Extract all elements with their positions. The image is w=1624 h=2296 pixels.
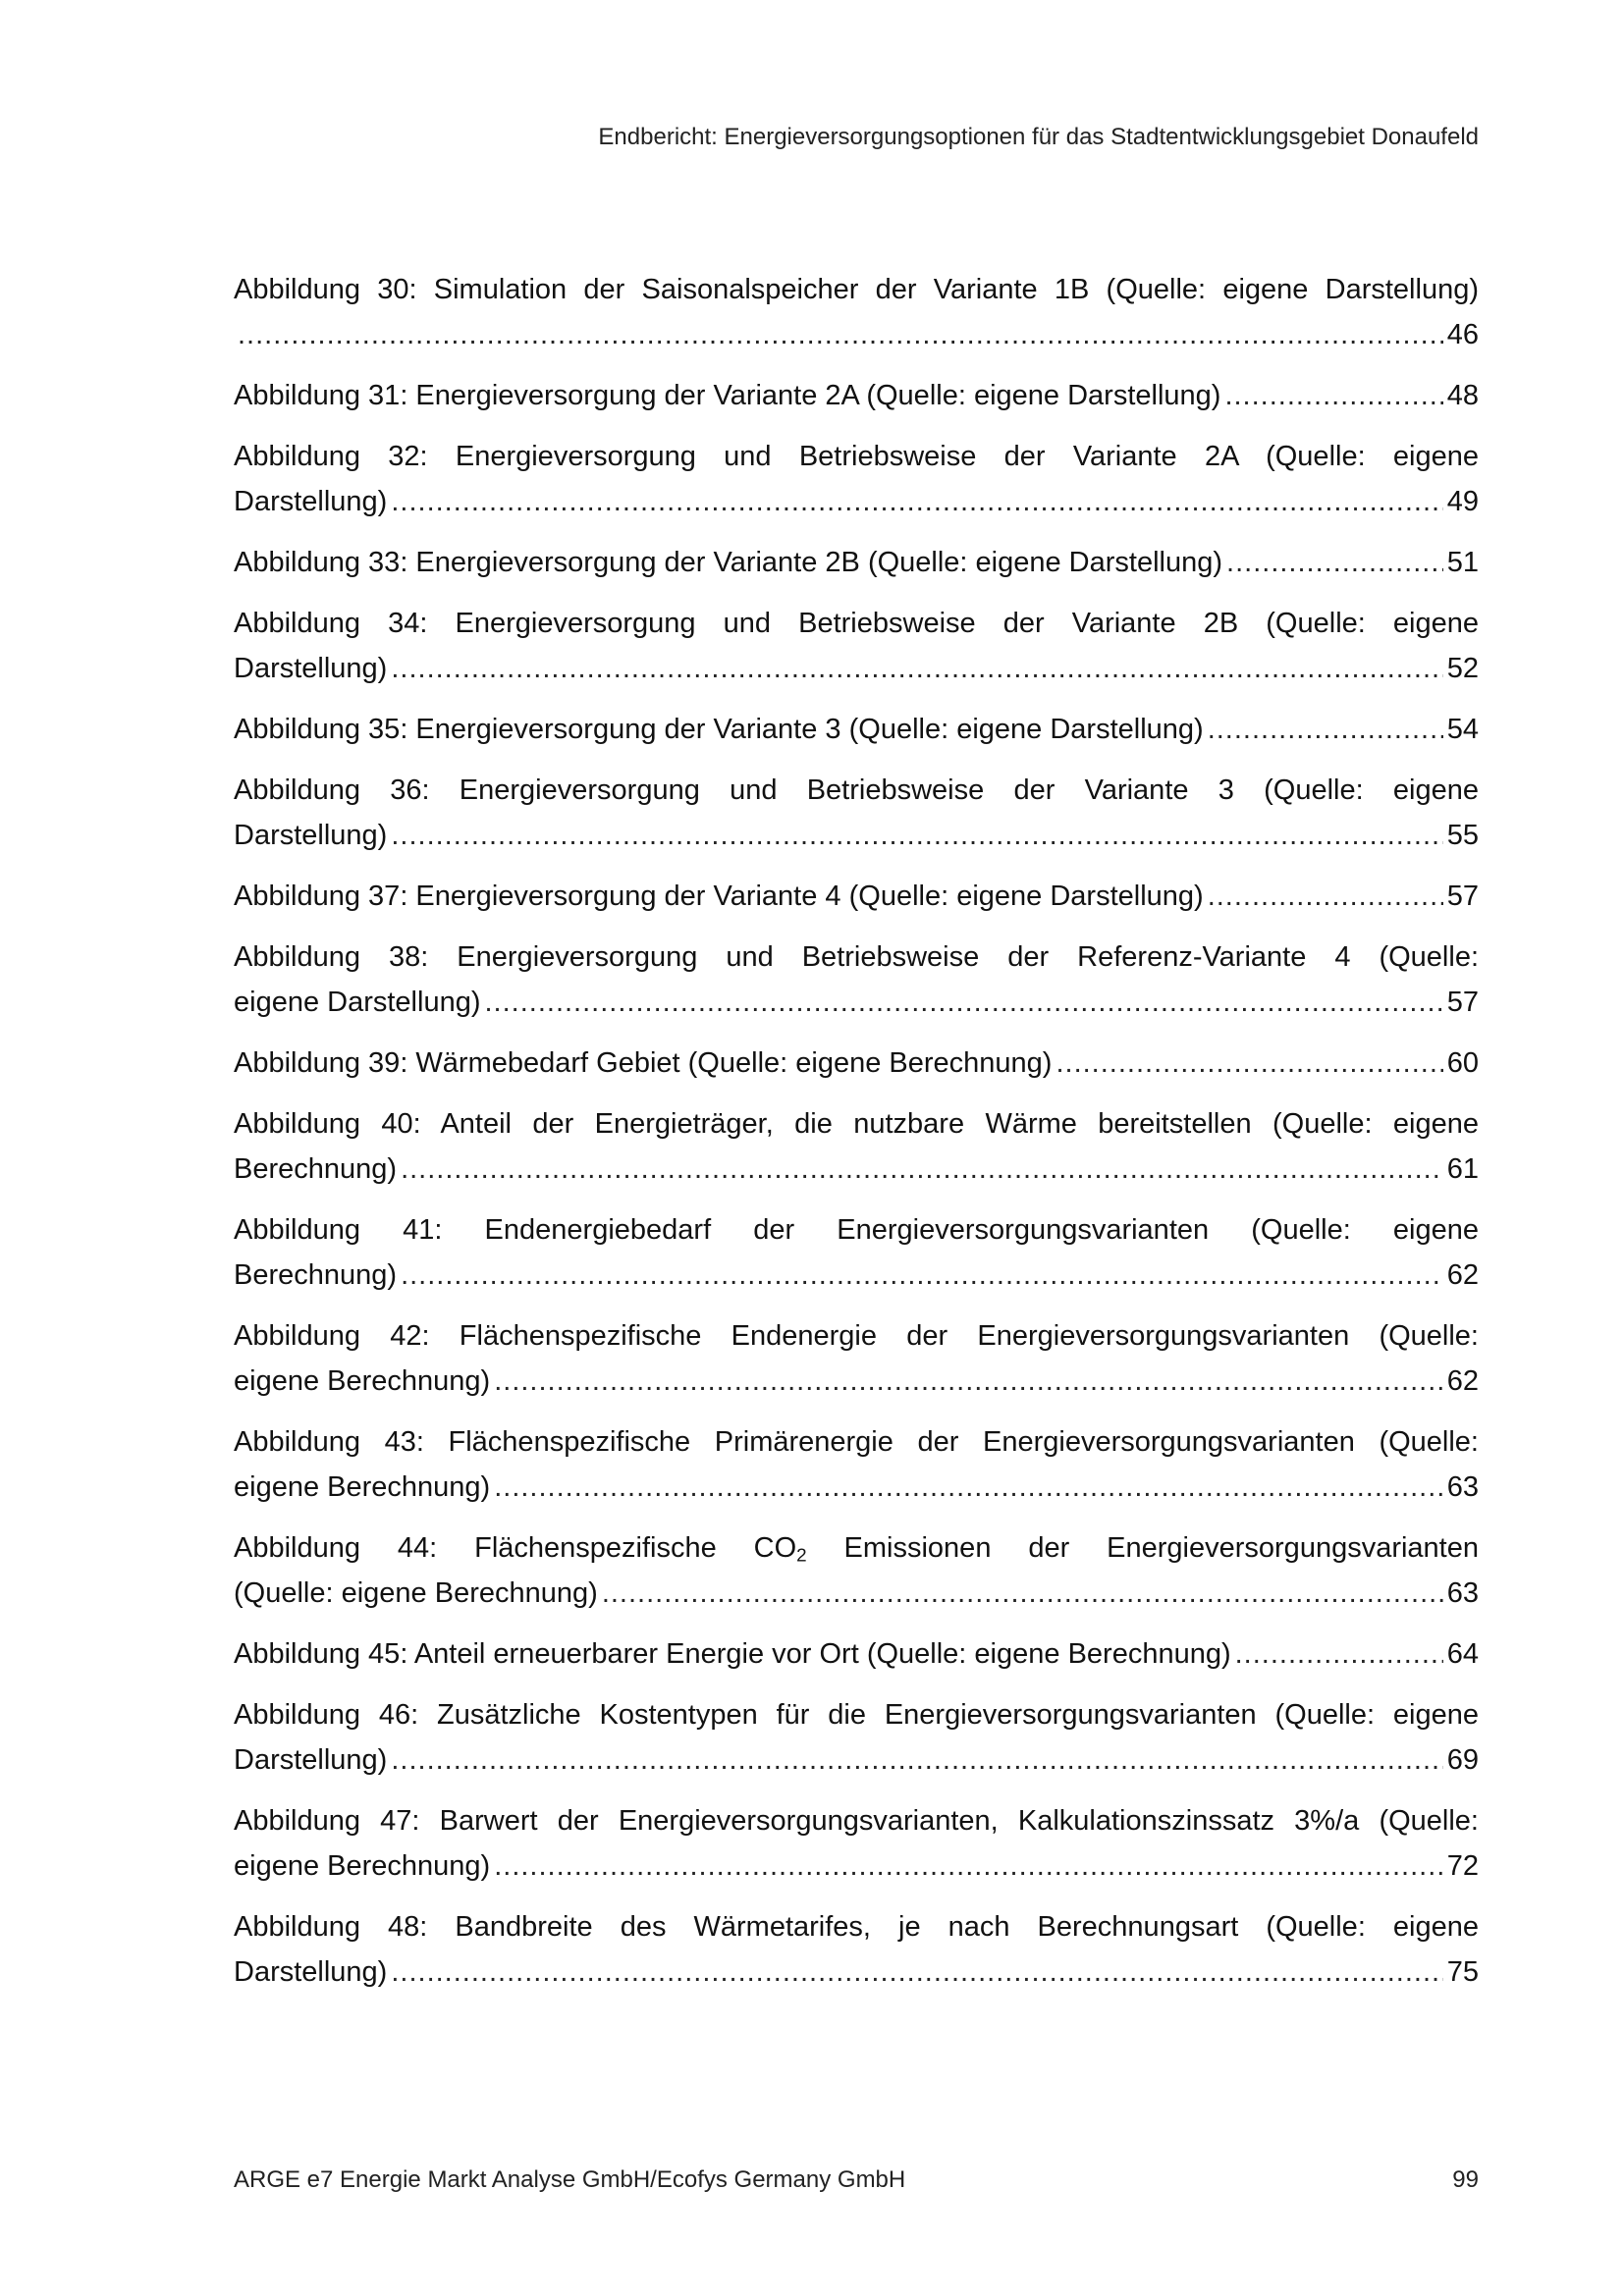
toc-entry-title-text: eigene Berechnung)	[234, 1471, 491, 1503]
toc-entry-title-line: Abbildung 30: Simulation der Saisonalspeicher der Variante 1B (Quelle: eigene Darstellung)	[234, 274, 1479, 305]
toc-entry-last-line	[234, 373, 1479, 418]
toc-entry-title-line: Abbildung 40: Anteil der Energieträger, die nutzbare Wärme bereitstellen (Quelle: eigene	[234, 1108, 1479, 1140]
toc-entry[interactable]	[234, 1798, 1479, 1889]
dot-leader	[1208, 707, 1443, 752]
toc-entry[interactable]	[234, 601, 1479, 691]
toc-entry[interactable]	[234, 1904, 1479, 1995]
figure-list	[234, 267, 1479, 2010]
subscript: 2	[796, 1544, 807, 1566]
toc-entry-title-text: (Quelle: eigene Berechnung)	[234, 1577, 598, 1609]
dot-leader	[391, 813, 1442, 858]
toc-entry-title-text: Berechnung)	[234, 1259, 398, 1291]
toc-entry-title-line: Abbildung 43: Flächenspezifische Primärenergie der Energieversorgungsvarianten (Quelle:	[234, 1426, 1479, 1458]
toc-entry-page: 60	[1446, 1047, 1479, 1079]
toc-entry[interactable]	[234, 707, 1479, 752]
toc-entry-title-text: Darstellung)	[234, 653, 388, 684]
toc-entry-title-part: Abbildung 44: Flächenspezifische CO	[234, 1532, 797, 1564]
dot-leader	[494, 1465, 1443, 1510]
dot-leader	[401, 1147, 1443, 1192]
toc-entry-title-text: Abbildung 39: Wärmebedarf Gebiet (Quelle: eigene Berechnung)	[234, 1047, 1053, 1079]
running-header: Endbericht: Energieversorgungsoptionen für das Stadtentwicklungsgebiet Donaufeld	[598, 124, 1479, 150]
dot-leader	[391, 646, 1442, 691]
toc-entry-page: 51	[1446, 547, 1479, 578]
toc-entry-last-line	[234, 874, 1479, 919]
toc-entry[interactable]	[234, 1525, 1479, 1616]
toc-entry[interactable]	[234, 1419, 1479, 1510]
toc-entry-page: 69	[1446, 1744, 1479, 1776]
toc-entry[interactable]	[234, 540, 1479, 585]
page-number: 99	[1452, 2166, 1479, 2193]
toc-entry-title-line: Abbildung 34: Energieversorgung und Betriebsweise der Variante 2B (Quelle: eigene	[234, 608, 1479, 639]
toc-entry-title-text: Abbildung 31: Energieversorgung der Variante 2A (Quelle: eigene Darstellung)	[234, 380, 1221, 411]
dot-leader	[401, 1253, 1443, 1298]
toc-entry-page: 52	[1446, 653, 1479, 684]
toc-entry-page: 61	[1446, 1153, 1479, 1185]
toc-entry-page: 75	[1446, 1956, 1479, 1988]
toc-entry-title-text: Darstellung)	[234, 486, 388, 517]
dot-leader	[238, 312, 1443, 357]
toc-entry[interactable]	[234, 934, 1479, 1025]
toc-entry-page: 48	[1446, 380, 1479, 411]
toc-entry-last-line	[234, 1147, 1479, 1192]
dot-leader	[1056, 1041, 1442, 1086]
toc-entry-last-line	[234, 540, 1479, 585]
toc-entry-page: 54	[1446, 714, 1479, 745]
toc-entry[interactable]	[234, 434, 1479, 524]
toc-entry-page: 46	[1446, 319, 1479, 350]
toc-entry-last-line	[234, 707, 1479, 752]
toc-entry[interactable]	[234, 768, 1479, 858]
dot-leader	[391, 1949, 1442, 1995]
toc-entry-page: 63	[1446, 1577, 1479, 1609]
toc-entry-title-line: Abbildung 36: Energieversorgung und Betriebsweise der Variante 3 (Quelle: eigene	[234, 774, 1479, 806]
toc-entry-last-line	[234, 1737, 1479, 1783]
toc-entry-last-line	[234, 1571, 1479, 1616]
toc-entry-title-line: Abbildung 41: Endenergiebedarf der Energieversorgungsvarianten (Quelle: eigene	[234, 1214, 1479, 1246]
toc-entry[interactable]	[234, 1101, 1479, 1192]
toc-entry-last-line	[234, 312, 1479, 357]
toc-entry[interactable]	[234, 1313, 1479, 1404]
toc-entry-page: 64	[1446, 1638, 1479, 1670]
toc-entry[interactable]	[234, 373, 1479, 418]
dot-leader	[484, 980, 1442, 1025]
toc-entry-page: 57	[1446, 881, 1479, 912]
toc-entry-last-line	[234, 980, 1479, 1025]
dot-leader	[1235, 1631, 1443, 1677]
toc-entry-last-line	[234, 1359, 1479, 1404]
toc-entry-page: 49	[1446, 486, 1479, 517]
toc-entry-last-line	[234, 1949, 1479, 1995]
toc-entry-page: 63	[1446, 1471, 1479, 1503]
toc-entry-title-text: Abbildung 37: Energieversorgung der Variante 4 (Quelle: eigene Darstellung)	[234, 881, 1204, 912]
toc-entry-page: 62	[1446, 1365, 1479, 1397]
toc-entry-last-line	[234, 1843, 1479, 1889]
toc-entry-last-line	[234, 1041, 1479, 1086]
toc-entry-title-text: eigene Darstellung)	[234, 987, 481, 1018]
dot-leader	[1208, 874, 1443, 919]
toc-entry-title-part: Emissionen der Energieversorgungsvarianten	[806, 1532, 1479, 1564]
toc-entry-last-line	[234, 479, 1479, 524]
toc-entry-title-line: Abbildung 42: Flächenspezifische Endenergie der Energieversorgungsvarianten (Quelle:	[234, 1320, 1479, 1352]
toc-entry-title-line	[234, 1525, 1479, 1571]
toc-entry-title-line: Abbildung 48: Bandbreite des Wärmetarifes, je nach Berechnungsart (Quelle: eigene	[234, 1911, 1479, 1943]
toc-entry-title-text: Darstellung)	[234, 820, 388, 851]
toc-entry-page: 57	[1446, 987, 1479, 1018]
dot-leader	[494, 1843, 1443, 1889]
toc-entry-page: 72	[1446, 1850, 1479, 1882]
toc-entry-title-text: Abbildung 35: Energieversorgung der Variante 3 (Quelle: eigene Darstellung)	[234, 714, 1204, 745]
toc-entry-title-text: Darstellung)	[234, 1744, 388, 1776]
dot-leader	[1226, 540, 1443, 585]
dot-leader	[602, 1571, 1443, 1616]
toc-entry-title-line: Abbildung 32: Energieversorgung und Betriebsweise der Variante 2A (Quelle: eigene	[234, 441, 1479, 472]
dot-leader	[391, 1737, 1442, 1783]
toc-entry-title-text: Abbildung 33: Energieversorgung der Variante 2B (Quelle: eigene Darstellung)	[234, 547, 1223, 578]
toc-entry-title-line: Abbildung 46: Zusätzliche Kostentypen für die Energieversorgungsvarianten (Quelle: eigene	[234, 1699, 1479, 1731]
dot-leader	[494, 1359, 1443, 1404]
toc-entry-last-line	[234, 1465, 1479, 1510]
toc-entry[interactable]	[234, 1041, 1479, 1086]
dot-leader	[391, 479, 1442, 524]
footer-company: ARGE e7 Energie Markt Analyse GmbH/Ecofys Germany GmbH	[234, 2166, 906, 2193]
toc-entry-last-line	[234, 813, 1479, 858]
toc-entry[interactable]	[234, 1692, 1479, 1783]
toc-entry-title-text: eigene Berechnung)	[234, 1850, 491, 1882]
toc-entry-title-text: eigene Berechnung)	[234, 1365, 491, 1397]
toc-entry-title-text: Abbildung 45: Anteil erneuerbarer Energie vor Ort (Quelle: eigene Berechnung)	[234, 1638, 1231, 1670]
dot-leader	[1224, 373, 1442, 418]
toc-entry-last-line	[234, 1253, 1479, 1298]
toc-entry[interactable]	[234, 1631, 1479, 1677]
toc-entry[interactable]	[234, 1207, 1479, 1298]
toc-entry-last-line	[234, 646, 1479, 691]
toc-entry[interactable]	[234, 267, 1479, 357]
toc-entry-last-line	[234, 1631, 1479, 1677]
toc-entry-title-line: Abbildung 47: Barwert der Energieversorgungsvarianten, Kalkulationszinssatz 3%/a (Quelle:	[234, 1805, 1479, 1837]
toc-entry-title-text: Berechnung)	[234, 1153, 398, 1185]
toc-entry-title-line: Abbildung 38: Energieversorgung und Betriebsweise der Referenz-Variante 4 (Quelle:	[234, 941, 1479, 973]
toc-entry-title-text: Darstellung)	[234, 1956, 388, 1988]
toc-entry-page: 62	[1446, 1259, 1479, 1291]
toc-entry-page: 55	[1446, 820, 1479, 851]
toc-entry[interactable]	[234, 874, 1479, 919]
